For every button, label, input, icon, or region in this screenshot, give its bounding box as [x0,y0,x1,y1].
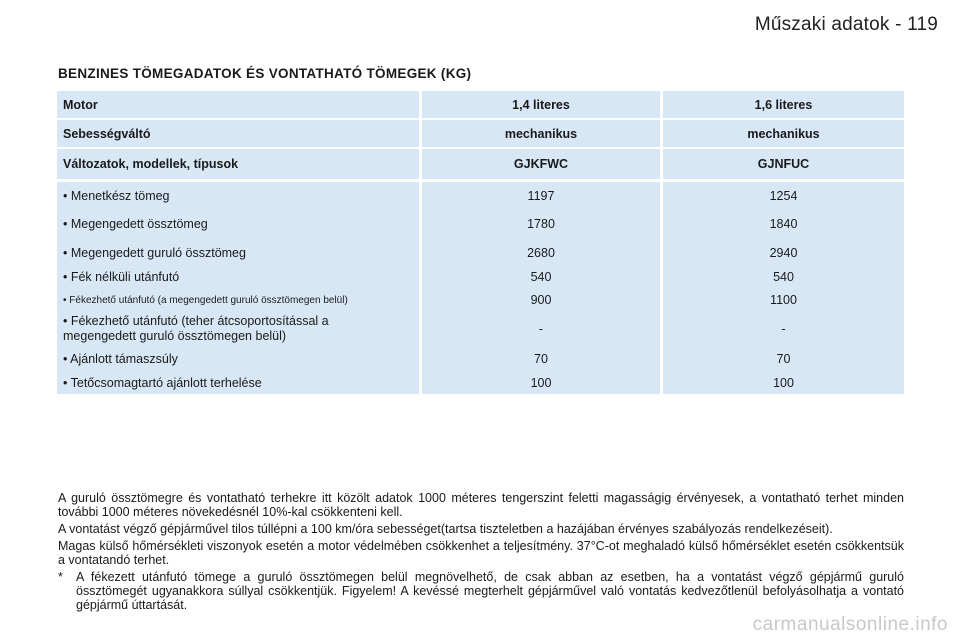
row-label: • Fékezhető utánfutó (a megengedett guruló össztömegen belül) [57,288,419,312]
row-value: 1197 [422,182,660,209]
table-row [57,266,904,288]
footnote-text: A fékezett utánfutó tömege a guruló össztömegen belül megnövelhető, de csak abban az esetben, ha a vontatást végző gépjármű guruló össztömegét ugyanakkora súllyal csökkentjük. Figyelem! A kevéssé megterhelt gépjárművel való vontatás kedvezőtlenül befolyásolhatja a vontató gépjármű úttartását. [76,570,904,612]
header-cell: Sebességváltó [57,120,419,147]
notes [58,491,904,612]
note-paragraph: A guruló össztömegre és vontatható terhekre itt közölt adatok 1000 méteres tengerszint feletti magasságig érvényesek, a vontatható terhet minden további 1000 méteres növekedésnél 10%-kal csökkenteni kell. [58,491,904,519]
header-cell: Motor [57,91,419,118]
row-value: 100 [663,372,904,394]
table-header-row-variants [57,149,904,179]
row-label: • Megengedett guruló össztömeg [57,239,419,266]
row-value: 1100 [663,288,904,312]
header-cell: 1,6 literes [663,91,904,118]
row-label: • Fék nélküli utánfutó [57,266,419,288]
row-value: - [422,312,660,346]
row-label: • Megengedett össztömeg [57,209,419,239]
footnote-mark: * [58,570,63,584]
row-value: 2680 [422,239,660,266]
row-value: 70 [663,346,904,372]
header-cell: GJKFWC [422,149,660,179]
row-value: 2940 [663,239,904,266]
watermark: carmanualsonline.info [752,614,948,635]
row-label: • Tetőcsomagtartó ajánlott terhelése [57,372,419,394]
table-body [57,182,904,394]
row-value: - [663,312,904,346]
row-label: • Fékezhető utánfutó (teher átcsoportosítással a megengedett guruló össztömegen belül) [57,312,419,346]
table-row [57,372,904,394]
section-title: BENZINES TÖMEGADATOK ÉS VONTATHATÓ TÖMEGEK (KG) [58,66,472,81]
row-value: 1780 [422,209,660,239]
header-cell: mechanikus [663,120,904,147]
header-cell: Változatok, modellek, típusok [57,149,419,179]
table-row [57,346,904,372]
note-paragraph: A vontatást végző gépjárművel tilos túllépni a 100 km/óra sebességet(tartsa tiszteletben a hazájában érvényes szabályozás rendelkezéseit). [58,522,833,536]
table-row [57,239,904,266]
row-value: 540 [663,266,904,288]
footnote [58,570,904,612]
table-row [57,312,904,346]
row-value: 1254 [663,182,904,209]
table-header-row-gearbox [57,120,904,147]
table-row [57,288,904,312]
row-value: 100 [422,372,660,394]
header-cell: GJNFUC [663,149,904,179]
header-cell: mechanikus [422,120,660,147]
page-header: Műszaki adatok - 119 [754,14,938,35]
row-value: 1840 [663,209,904,239]
table-row [57,209,904,239]
row-value: 540 [422,266,660,288]
note-paragraph: Magas külső hőmérsékleti viszonyok esetén a motor védelmében csökkenhet a teljesítmény. 37°C-ot meghaladó külső hőmérséklet esetén csökkentsük a vontatandó terhet. [58,539,904,567]
row-label: • Ajánlott támaszsúly [57,346,419,372]
row-value: 900 [422,288,660,312]
row-value: 70 [422,346,660,372]
row-label: • Menetkész tömeg [57,182,419,209]
header-cell: 1,4 literes [422,91,660,118]
table-row [57,182,904,209]
table-header-row-motor [57,91,904,118]
